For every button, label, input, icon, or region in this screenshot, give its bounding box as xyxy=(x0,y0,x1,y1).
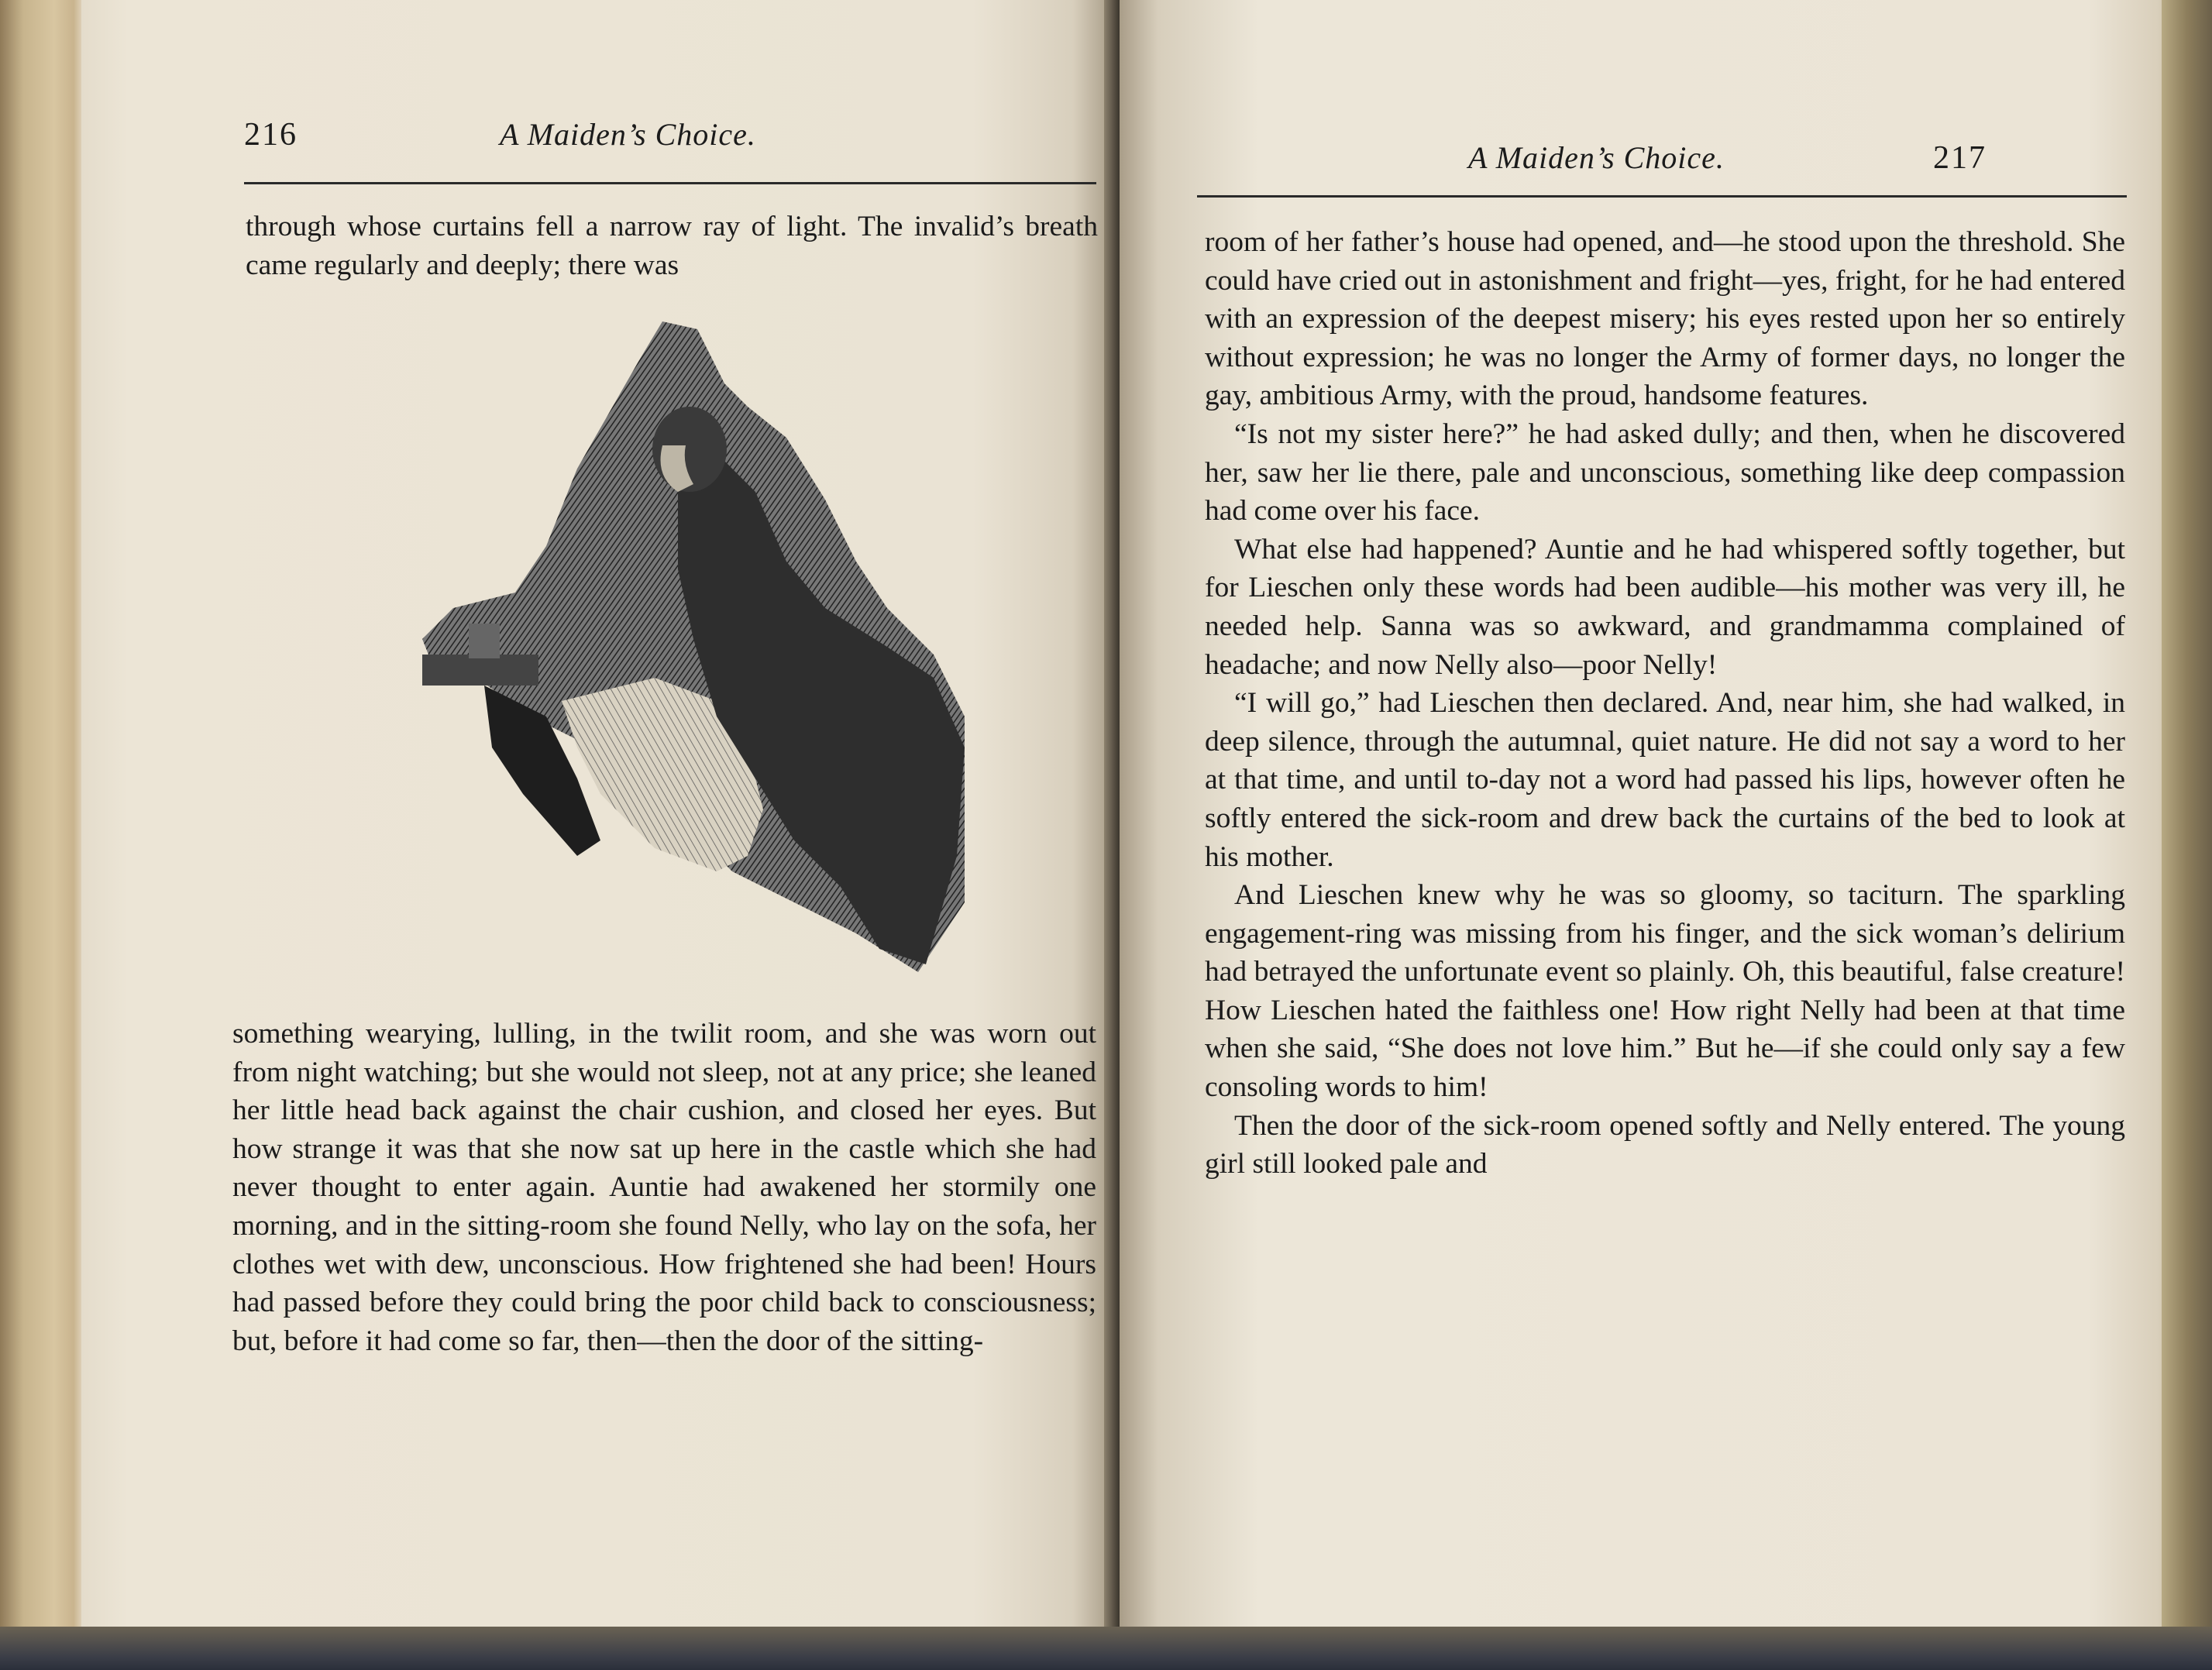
paragraph: something wearying, lulling, in the twilit room, and she was worn out from night watching; but she would not sleep, not at any price; she leaned her little head back against the chair cushion, and closed her eyes. But how strange it was that she now sat up here in the castle which she had never thought to enter again. Auntie had awakened her stormily one morning, and in the sitting-room she found Nelly, who lay on the sofa, her clothes wet with dew, unconscious. How frightened she had been! Hours had passed before they could bring the poor child back to consciousness; but, before it had come so far, then—then the door of the sitting- xyxy=(232,1018,1096,1357)
bedside-table xyxy=(422,655,538,686)
table-lamp xyxy=(469,624,500,658)
paragraph: Then the door of the sick-room opened softly and Nelly entered. The young girl still looked pale and xyxy=(1205,1109,2125,1180)
left-page-number: 216 xyxy=(244,117,298,153)
paragraph: And Lieschen knew why he was so gloomy, so taciturn. The sparkling engagement-ring was missing from his finger, and the sick woman’s delirium had betrayed the unfortunate event so plainly. Oh, this beautiful, false creature! How Lieschen hated the faithless one! How right Nelly had been at that time when she said, “She does not love him.” But he—if she could only say a few consoling words to him! xyxy=(1205,879,2125,1104)
right-header-rule xyxy=(1197,195,2127,198)
right-text xyxy=(1205,223,2125,1184)
left-text-bottom xyxy=(232,1015,1096,1360)
background-strip xyxy=(0,1627,2212,1670)
left-page xyxy=(81,0,1112,1634)
left-running-head: A Maiden’s Choice. xyxy=(500,117,756,152)
left-text-top xyxy=(246,208,1098,284)
right-page xyxy=(1120,0,2197,1634)
paragraph: “I will go,” had Lieschen then declared. And, near him, she had walked, in deep silence, through the autumnal, quiet nature. He did not say a word to her at that time, and until to-day not a word had passed his lips, however often he softly entered the sick-room and drew back the curtains of the bed to look at his mother. xyxy=(1205,687,2125,873)
paragraph: through whose curtains fell a narrow ray of light. The invalid’s breath came regularly and deeply; there was xyxy=(246,211,1098,281)
paragraph: room of her father’s house had opened, and—he stood upon the threshold. She could have cried out in astonishment and fright—yes, fright, for he had entered with an expression of the deepest misery; his eyes rested upon her so entirely without expression; he was no longer the Army of former days, no longer the gay, ambitious Army, with the proud, handsome features. xyxy=(1205,226,2125,412)
page-edges xyxy=(2162,0,2212,1634)
illustration-woman-at-bedside xyxy=(422,314,980,980)
left-header-rule xyxy=(244,182,1096,184)
paragraph: “Is not my sister here?” he had asked dully; and then, when he discovered her, saw her lie there, pale and unconscious, something like deep compassion had come over his face. xyxy=(1205,418,2125,527)
right-running-head: A Maiden’s Choice. xyxy=(1468,140,1725,175)
right-page-number: 217 xyxy=(1933,140,1987,176)
paragraph: What else had happened? Auntie and he had whispered softly together, but for Lieschen only these words had been audible—his mother was very ill, he needed help. Sanna was so awkward, and grandmamma complained of headache; and now Nelly also—poor Nelly! xyxy=(1205,533,2125,681)
